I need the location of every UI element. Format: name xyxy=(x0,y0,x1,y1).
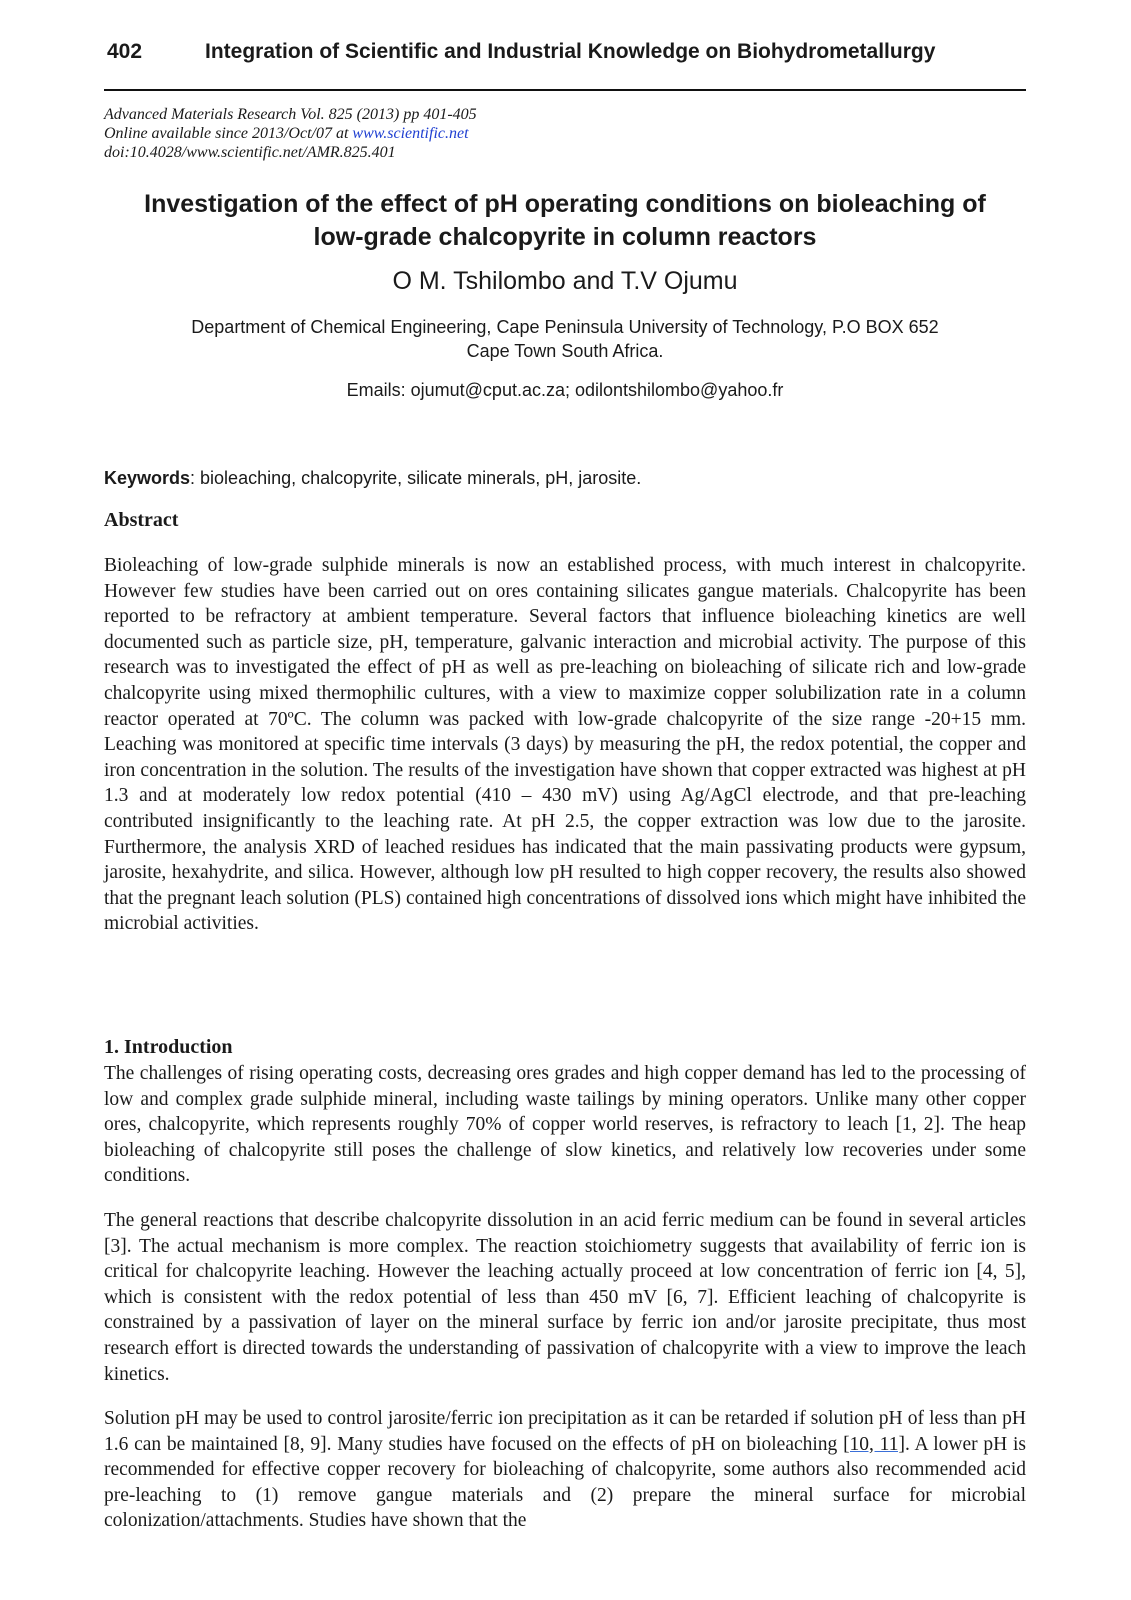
publication-meta xyxy=(104,105,477,162)
running-head xyxy=(107,40,1025,74)
keywords-label: Keywords xyxy=(104,468,191,488)
scientific-net-link[interactable]: www.scientific.net xyxy=(352,125,469,142)
affiliation-line-1: Department of Chemical Engineering, Cape Peninsula University of Technology, P.O BOX 652 xyxy=(191,317,939,337)
intro-paragraph-2: The general reactions that describe chalcopyrite dissolution in an acid ferric medium can be found in several articles [3]. The actual mechanism is more complex. The reaction stoichiometry suggests that availability of ferric ion is critical for chalcopyrite leaching. However the leaching actually proceed at low concentration of ferric ion [4, 5], which is consistent with the redox potential of less than 450 mV [6, 7]. Efficient leaching of chalcopyrite is constrained by a passivation of layer on the mineral surface by ferric ion and/or jarosite precipitate, thus most research effort is directed towards the understanding of passivation of chalcopyrite with a view to improve the leach kinetics. xyxy=(104,1210,1026,1385)
citation-link-10-11[interactable]: [10, 11] xyxy=(843,1433,905,1455)
affiliation-line-2: Cape Town South Africa. xyxy=(466,341,664,361)
intro-paragraph-3 xyxy=(104,1406,1026,1534)
page-number: 402 xyxy=(107,40,143,63)
header-rule xyxy=(104,89,1026,91)
intro-paragraph-1: The challenges of rising operating costs, decreasing ores grades and high copper demand has led to the processing of low and complex grade sulphide mineral, including waste tailings by mining operators. Unlike many other copper ores, chalcopyrite, which represents roughly 70% of copper world reserves, is refractory to leach [1, 2]. The heap bioleaching of chalcopyrite still poses the challenge of slow kinetics, and relatively low recoveries under some conditions. xyxy=(104,1063,1026,1187)
meta-volume-line: Advanced Materials Research Vol. 825 (2013) pp 401-405 xyxy=(104,106,477,123)
paper-title xyxy=(104,188,1026,254)
title-line-1: Investigation of the effect of pH operating conditions on bioleaching of xyxy=(144,190,986,218)
title-line-2: low-grade chalcopyrite in column reactors xyxy=(313,223,817,251)
author-emails: Emails: ojumut@cput.ac.za; odilontshilombo@yahoo.fr xyxy=(346,380,784,400)
abstract-text: Bioleaching of low-grade sulphide minerals is now an established process, with much interest in chalcopyrite. However few studies have been carried out on ores containing silicates gangue materials. Chalcopyrite has been reported to be refractory at ambient temperature. Several factors that influence bioleaching kinetics are well documented such as particle size, pH, temperature, galvanic interaction and microbial activity. The purpose of this research was to investigated the effect of pH as well as pre-leaching on bioleaching of silicate rich and low-grade chalcopyrite using mixed thermophilic cultures, with a view to maximize copper solubilization rate in a column reactor operated at 70ºC. The column was packed with low-grade chalcopyrite of the size range -20+15 mm. Leaching was monitored at specific time intervals (3 days) by measuring the pH, the redox potential, the copper and iron concentration in the solution. The results of the investigation have shown that copper extracted was highest at pH 1.3 and at moderately low redox potential (410 – 430 mV) using Ag/AgCl electrode, and that pre-leaching contributed insignificantly to the leaching rate. At pH 2.5, the copper extraction was low due to the jarosite. Furthermore, the analysis XRD of leached residues has indicated that the main passivating products were gypsum, jarosite, hexahydrite, and silica. However, although low pH resulted to high copper recovery, the results also showed that the pregnant leach solution (PLS) contained high concentrations of dissolved ions which might have inhibited the microbial activities. xyxy=(104,555,1026,935)
affiliation xyxy=(104,315,1026,363)
intro-p3-text-after: . A lower pH is recommended for effective copper recovery for bioleaching of chalcopyrite, some authors also recommended acid pre-leaching to (1) remove gangue materials and (2) prepare the mineral surface for microbial colonization/attachments. Studies have shown that the xyxy=(104,1433,1026,1532)
authors: O M. Tshilombo and T.V Ojumu xyxy=(392,267,738,295)
introduction-heading: 1. Introduction xyxy=(104,1036,233,1058)
keywords-text: : bioleaching, chalcopyrite, silicate minerals, pH, jarosite. xyxy=(190,468,642,488)
meta-online-line xyxy=(104,124,477,143)
intro-p3-text-before: Solution pH may be used to control jarosite/ferric ion precipitation as it can be retarded if solution pH of less than pH 1.6 can be maintained [8, 9]. Many studies have focused on the effects of pH on bioleaching xyxy=(104,1408,1026,1455)
journal-title: Integration of Scientific and Industrial Knowledge on Biohydrometallurgy xyxy=(205,40,936,63)
keywords xyxy=(104,468,1026,489)
meta-online-prefix: Online available since 2013/Oct/07 at xyxy=(104,125,353,142)
abstract-heading: Abstract xyxy=(104,509,179,531)
meta-doi-line: doi:10.4028/www.scientific.net/AMR.825.401 xyxy=(104,144,396,161)
